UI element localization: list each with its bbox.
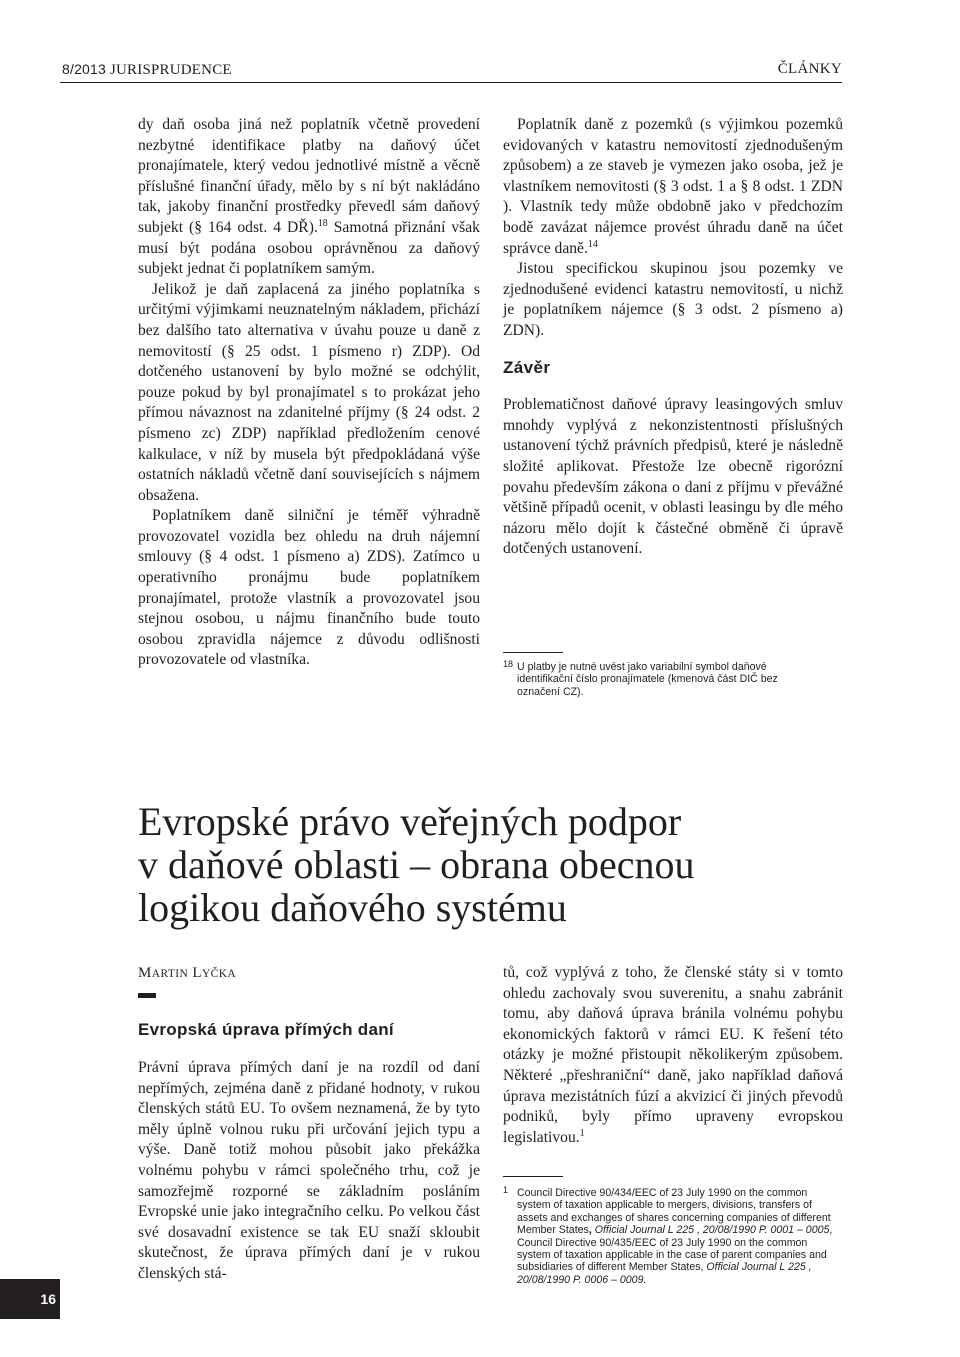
section-heading: Evropská úprava přímých daní bbox=[138, 1020, 394, 1039]
footnote-text: Council Directive 90/434/EEC of 23 July 1990 on the common system of taxation applicable to mergers, divisions, transfers of assets and exchanges of shares concerning companies of different Member States, Official Journal L 225 , 20/08/1990 P. 0001 – 0005, Council Directive 90/435/EEC of 23 July 1990 on the common system of taxation applicable in the case of parent companies and subsidiaries of different Member States, Official Journal L 225 , 20/08/1990 P. 0006 – 0009. bbox=[517, 1187, 833, 1286]
footnote-ref[interactable]: 1 bbox=[579, 1127, 585, 1139]
column-left-bottom bbox=[138, 1058, 480, 1285]
paragraph: Jelikož je daň zaplacená za jiného poplatníka s určitými výjimkami neuznatelným nákladem, přichází bez dalšího tato alternativa v úvahu pouze u daně z nemovitostí (§ 25 odst. 1 písmeno r) ZDP). Od dotčeného ustanovení by bylo možné se odchýlit, pouze pokud by byl pronajímatel s to prokázat jeho přímou návaznost na zdanitelné příjmy (§ 24 odst. 2 písmeno zc) ZDP) například předložením cenové kalkulace, v níž by musela být předpokládaná výše ostatních nákladů včetně daní souvisejících s nájmem obsažena. bbox=[138, 280, 480, 504]
paragraph: Poplatník daně z pozemků (s výjimkou pozemků evidovaných v katastru nemovitostí zjednodušeným způsobem) a ze staveb je vymezen jako osoba, jež je vlastníkem nemovitosti (§ 3 odst. 1 a § 8 odst. 1 ZDN ). Vlastník tedy může obdobně jako v předchozím bodě zavázat nájemce provést úhradu daně na účet správce daně.$^{14}$ bbox=[503, 116, 843, 257]
journal-name: JURISPRUDENCE bbox=[109, 62, 232, 78]
paragraph: Problematičnost daňové úpravy leasingových smluv mnohdy vyplývá z nekonzistentnosti příslušných ustanovení týchž právních předpisů, které je následně složité aplikovat. Přestože lze obecně rigorózní povahu především zákona o dani z příjmu v převážné většině případů ocenit, v oblasti leasingu by dle mého názoru mělo dojít k částečné obměně či úpravě dotčených ustanovení. bbox=[503, 396, 843, 558]
running-header-section: ČLÁNKY bbox=[777, 61, 842, 77]
author-dash bbox=[138, 993, 156, 998]
author-name: MARTIN LYČKA bbox=[138, 965, 237, 981]
paragraph: Poplatníkem daně silniční je téměř výhradně provozovatel vozidla bez ohledu na druh nájemní smlouvy (§ 4 odst. 1 písmeno a) ZDS). Zatímco u operativního pronájmu bude poplatníkem pronajímatel, protože vlastník a provozovatel jsou stejnou osobou, u nájmu finančního bude touto osobou zpravidla nájemce z důvodu odlišnosti provozovatele od vlastníka. bbox=[138, 507, 480, 669]
header-rule bbox=[60, 82, 842, 83]
footnote-rule bbox=[503, 1176, 563, 1177]
paragraph: tů, což vyplývá z toho, že členské státy si v tomto ohledu zachovaly svou suverenitu, a snahu zabránit tomu, aby daňová úprava bránila volnému pohybu ekonomických faktorů v rámci EU. K řešení této otázky je možné přistoupit několikerým způsobem. Některé „přeshraniční“ daně, jako například daňová úprava mezistátních fúzí a akvizicí či jiných převodů podniků, byly přímo upraveny evropskou legislativou.$^1$ bbox=[503, 964, 843, 1146]
footnote-number: 18 bbox=[503, 659, 514, 669]
footnote-18 bbox=[503, 661, 823, 698]
column-left-top bbox=[138, 115, 480, 671]
section-heading-conclusion: Závěr bbox=[503, 357, 551, 377]
footnote-ref[interactable]: 14 bbox=[587, 238, 598, 250]
footnote-1 bbox=[503, 1187, 843, 1286]
footnote-number: 1 bbox=[503, 1185, 509, 1195]
footnote-ref[interactable]: 18 bbox=[317, 217, 328, 229]
column-right-bottom bbox=[503, 963, 843, 1148]
title-line: logikou daňového systému bbox=[138, 885, 567, 930]
page-number: 16 bbox=[0, 1279, 60, 1319]
paragraph: dy daň osoba jiná než poplatník včetně provedení nezbytné identifikace platby na daňový účet pronajímatele, který vedou jednotlivé místně a věcně příslušné finanční úřady, mělo by s ní být nakládáno tak, jakoby finanční prostředky převedl sám daňový subjekt (§ 164 odst. 4 DŘ).$^{18}$ Samotná přiznání však musí být podána osobou oprávněnou za daňový subjekt jednat či poplatníkem samým. bbox=[138, 116, 480, 278]
article-title bbox=[138, 800, 695, 929]
column-right-top bbox=[503, 115, 843, 560]
footnote-rule bbox=[503, 652, 563, 653]
title-line: v daňové oblasti – obrana obecnou bbox=[138, 842, 695, 887]
footnote-text: U platby je nutné uvést jako variabilní symbol daňové identifikační číslo pronajímatele (kmenová část DIČ bez označení CZ). bbox=[517, 661, 778, 698]
issue-number: 8/2013 bbox=[62, 61, 107, 77]
running-header-left bbox=[62, 61, 232, 79]
paragraph: Právní úprava přímých daní je na rozdíl od daní nepřímých, zejména daně z přidané hodnoty, v rukou členských států EU. To ovšem neznamená, že by tyto měly úplně volnou ruku při určování jejich typu a výše. Daně totiž mohou působit jako překážka volnému pohybu v rámci společného trhu, což je samozřejmě rozporné se základním posláním Evropské unie jako integračního celku. Po velkou část své dosavadní existence se tak EU snaží skloubit skutečnost, že úprava přímých daní je v rukou členských stá- bbox=[138, 1059, 480, 1282]
paragraph: Jistou specifickou skupinou jsou pozemky ve zjednodušené evidenci katastru nemovitostí, u nichž je poplatníkem nájemce (§ 3 odst. 2 písmeno a) ZDN). bbox=[503, 260, 843, 339]
title-line: Evropské právo veřejných podpor bbox=[138, 799, 682, 844]
